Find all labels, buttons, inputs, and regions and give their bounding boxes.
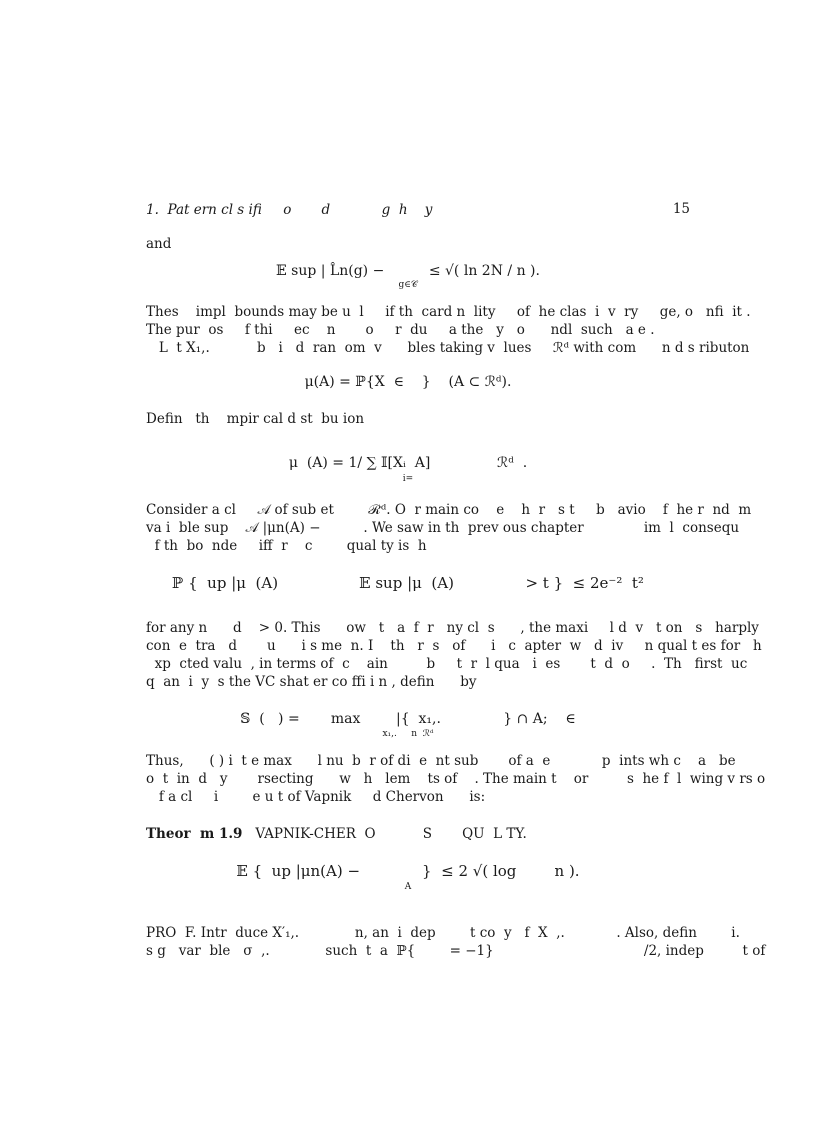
proof-label: PRO F. [146,925,197,941]
text-line: Defin th mpir cal d st bu ion [146,411,365,427]
equation-1-subscript: g∈𝒞 [398,280,418,290]
paragraph-line: The pur os f thi ec n o r du a the y o ndl such a e . [146,322,655,338]
equation-6-subscript: A [404,882,412,892]
equation-1: 𝔼 sup | L̂n(g) − ≤ √( ln 2N / n ). [276,263,540,279]
paragraph-line: Thus, ( ) i t e max l nu b r of di e nt sub of a e p ints wh c a be [146,753,736,769]
text-line: and [146,236,172,252]
page-number: 15 [672,201,690,217]
paragraph-line: con e tra d u i s me n. I th r s of i c apter w d iv n qual t es for h [146,638,762,654]
paragraph-line: va i ble sup 𝒜 |μn(A) − . We saw in th prev ous chapter im l consequ [146,520,740,536]
equation-6: 𝔼 { up |μn(A) − } ≤ 2 √( log n ). [236,862,580,880]
equation-3: μ (A) = 1/ ∑ 𝕀[Xᵢ A] ℛᵈ . [288,455,528,471]
paragraph-line: Consider a cl 𝒜 of sub et ℛᵈ. O r main co e h r s t b avio f he r nd m [146,502,752,518]
equation-5-subscript: x₁,. n ℛᵈ [382,729,434,739]
paragraph-line: f th bo nde iff r c qual ty is h [146,538,427,554]
paragraph-line: q an i y s the VC shat er co ffi i n , defin by [146,674,477,690]
paragraph-line: Thes impl bounds may be u l if th card n lity of he clas i v ry ge, o nfi it . [146,304,751,320]
theorem-heading [146,825,527,843]
proof-text: Intr duce X′₁,. n, an i dep t co y f X ,. . Also, defin i. [196,925,740,941]
equation-4: ℙ { up |μ (A) 𝔼 sup |μ (A) > t } ≤ 2e⁻² t² [172,574,644,592]
paragraph-line: f a cl i e u t of Vapnik d Chervon is: [146,789,486,805]
theorem-label: Theor m 1.9 [146,826,243,842]
paragraph-line: L t X₁,. b i d ran om v bles taking v lues ℛᵈ with com n d s ributon [146,340,750,356]
equation-2: μ(A) = ℙ{X ∈ } (A ⊂ ℛᵈ). [304,374,512,390]
paragraph-line: s g var ble σ ,. such t a ℙ{ = −1} /2, indep t of [146,943,766,959]
paragraph-line: xp cted valu , in terms of c ain b t r l qua i es t d o . Th first uc [146,656,748,672]
paragraph-line: for any n d > 0. This ow t a f r ny cl s , the maxi l d v t on s harply [146,620,759,636]
running-title: 1. Pat ern cl s ifi o d g h y [146,202,433,218]
equation-5: 𝕊 ( ) = max |{ x₁,. } ∩ A; ∈ [240,711,576,727]
paragraph-line: o t in d y rsecting w h lem ts of . The main t or s he f l wing v rs o [146,771,766,787]
proof-line [146,924,740,942]
equation-3-subscript: i= [402,474,414,484]
theorem-title: VAPNIK-CHER O S QU L TY. [255,826,527,842]
